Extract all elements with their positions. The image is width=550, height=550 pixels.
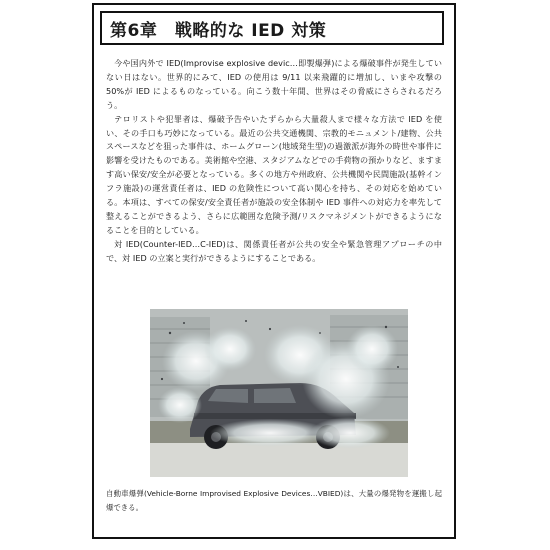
paragraph-intro: 今や国内外で IED(Improvise explosive devic…即製爆弾)による爆破事件が発生していない日はない。世界的にみて、IED の使用は 9/11 以来飛躍的に増加し、いまや攻撃の 50%が IED によるものなっている。向こう数十年間、世界はその脅威にさらされるだろう。 (106, 58, 442, 110)
body-text (106, 57, 442, 266)
paragraph-threats: テロリストや犯罪者は、爆破予告やいたずらから大量殺人まで様々な方法で IED を使い、その手口も巧妙になっている。最近の公共交通機関、宗教的モニュメント/建物、公共スペースなどを狙った事件は、ホームグローン(地域発生型)の過激派が海外の時世や事件に影響を受けたものである。美術館や空港、スタジアムなどでの手荷物の預かりなど、ますます高い保安/安全が必要となっている。多くの地方や州政府、公共機関や民間施設(基幹インフラ施設)の運営責任者は、IED の危険性について高い関心を持ち、その対応を始めている。本項は、すべての保安/安全責任者が施設の安全体制や IED 事件への対応力を率先して整えることができるよう、さらに広範囲な危険予測/リスクマネジメントができるようになることを目的としている。 (106, 113, 442, 235)
car-bomb-explosion-photo (150, 309, 408, 477)
chapter-title: 第6章 戦略的な IED 対策 (110, 20, 327, 41)
explosion-illustration (150, 309, 408, 477)
document-page (92, 3, 456, 539)
chapter-header (100, 11, 444, 45)
paragraph-counter-ied: 対 IED(Counter-IED…C-IED)は、関係責任者が公共の安全や緊急管理アプローチの中で、対 IED の立案と実行ができるようにすることである。 (106, 238, 442, 263)
figure-caption: 自動車爆弾(Vehicle-Borne Improvised Explosive Devices…VBIED)は、大量の爆発物を運搬し起爆できる。 (106, 489, 442, 512)
